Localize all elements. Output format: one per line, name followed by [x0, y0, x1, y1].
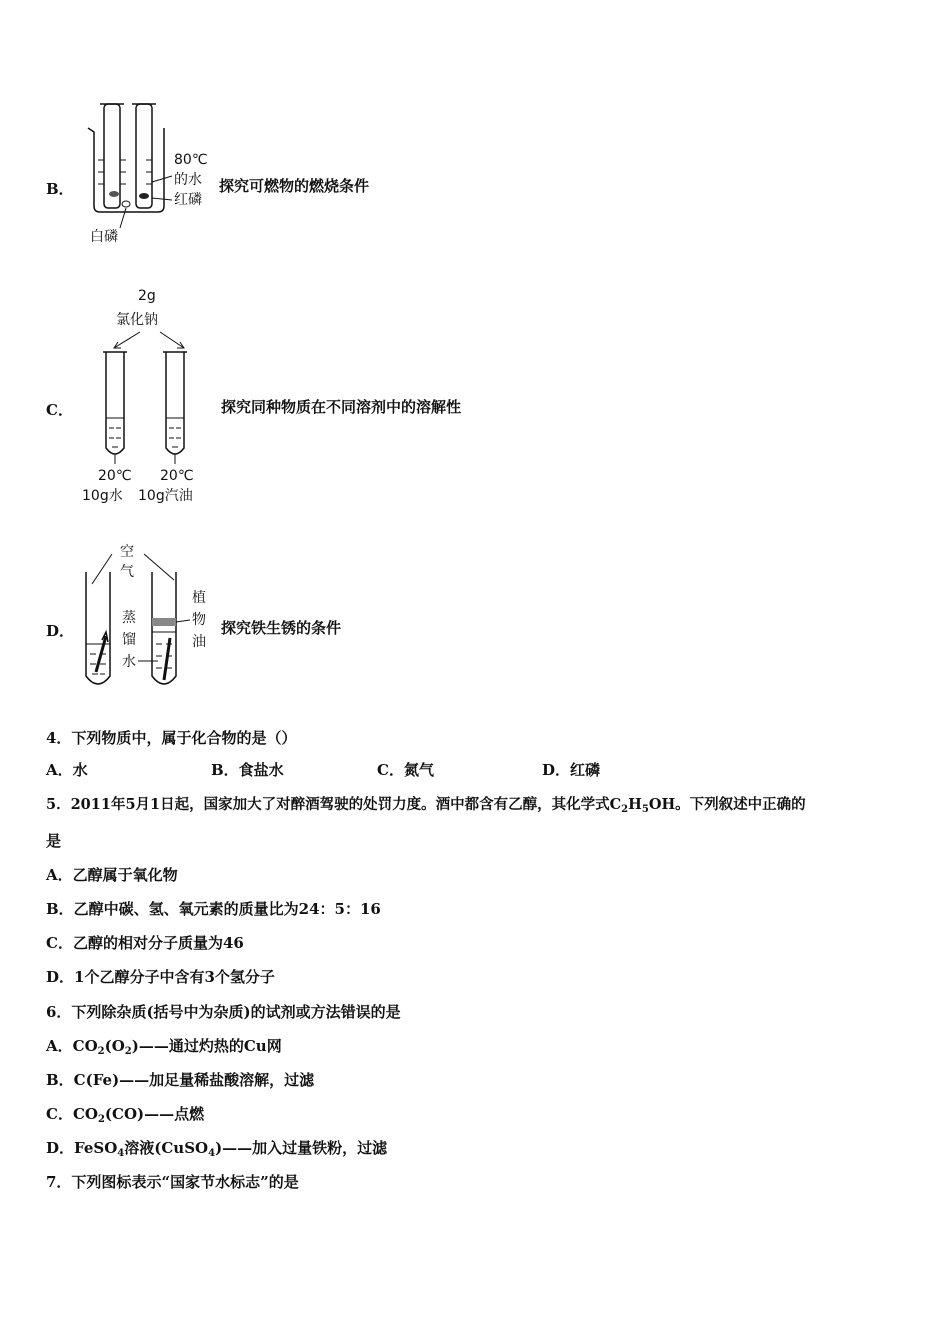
- label-solvent-2: 10g汽油: [138, 488, 193, 504]
- label-air-1: 空: [120, 544, 134, 560]
- label-distilled-1: 蒸: [122, 610, 136, 626]
- q4-stem: 4．下列物质中，属于化合物的是（）: [46, 729, 297, 747]
- label-distilled-3: 水: [122, 654, 136, 670]
- label-mass: 2g: [138, 288, 156, 304]
- q6-option-b: B．C(Fe)——加足量稀盐酸溶解，过滤: [46, 1071, 315, 1089]
- option-c-description: 探究同种物质在不同溶剂中的溶解性: [221, 398, 462, 416]
- q6-option-c: C．$CO_2(CO)——$点燃: [46, 1105, 205, 1125]
- q4-option-c: C．氮气: [377, 761, 434, 779]
- q5-option-d: D．1个乙醇分子中含有3个氢分子: [46, 968, 275, 986]
- option-b-letter: B．: [46, 180, 74, 198]
- label-solvent-1: 10g水: [82, 488, 123, 504]
- label-substance: 氯化钠: [116, 312, 158, 328]
- q6-option-a: A．$CO_2(O_2)——$通过灼热的Cu网: [46, 1037, 282, 1057]
- label-white-phosphorus: 白磷: [90, 229, 118, 245]
- q5-stem-line2: 是: [46, 832, 62, 850]
- label-air-2: 气: [120, 564, 134, 580]
- q5-option-a: A．乙醇属于氧化物: [46, 866, 178, 884]
- q4-option-d: D．红磷: [542, 761, 601, 779]
- q5-option-c: C．乙醇的相对分子质量为46: [46, 934, 244, 952]
- option-d-letter: D．: [46, 622, 75, 640]
- label-water-temp: 80℃: [174, 152, 208, 168]
- q4-option-a: A．水: [46, 761, 88, 779]
- label-temp-1: 20℃: [98, 468, 132, 484]
- option-d-description: 探究铁生锈的条件: [221, 619, 342, 637]
- q4-option-b: B．食盐水: [211, 761, 284, 779]
- rusting-apparatus-figure: [80, 540, 220, 690]
- q6-stem: 6．下列除杂质(括号中为杂质)的试剂或方法错误的是: [46, 1003, 401, 1021]
- label-temp-2: 20℃: [160, 468, 194, 484]
- label-oil-3: 油: [192, 634, 206, 650]
- solubility-apparatus-figure: [78, 282, 218, 512]
- label-oil-2: 物: [192, 612, 206, 628]
- option-c-letter: C．: [46, 401, 73, 419]
- combustion-apparatus-figure: [80, 98, 220, 248]
- q5-stem-line1: 5．2011年5月1日起，国家加大了对醉酒驾驶的处罚力度。酒中都含有乙醇，其化学式$C_2H_5OH$。下列叙述中正确的: [46, 796, 806, 815]
- option-b-description: 探究可燃物的燃烧条件: [219, 177, 370, 195]
- q5-option-b: B．乙醇中碳、氢、氧元素的质量比为24：5：16: [46, 900, 381, 918]
- label-oil-1: 植: [192, 590, 206, 606]
- label-red-phosphorus: 红磷: [174, 192, 202, 208]
- label-distilled-2: 馏: [122, 632, 136, 648]
- label-water: 的水: [174, 172, 202, 188]
- q6-option-d: D．FeSO$_4$溶液(CuSO$_4$)——加入过量铁粉，过滤: [46, 1139, 388, 1159]
- q7-stem: 7．下列图标表示“国家节水标志”的是: [46, 1173, 299, 1191]
